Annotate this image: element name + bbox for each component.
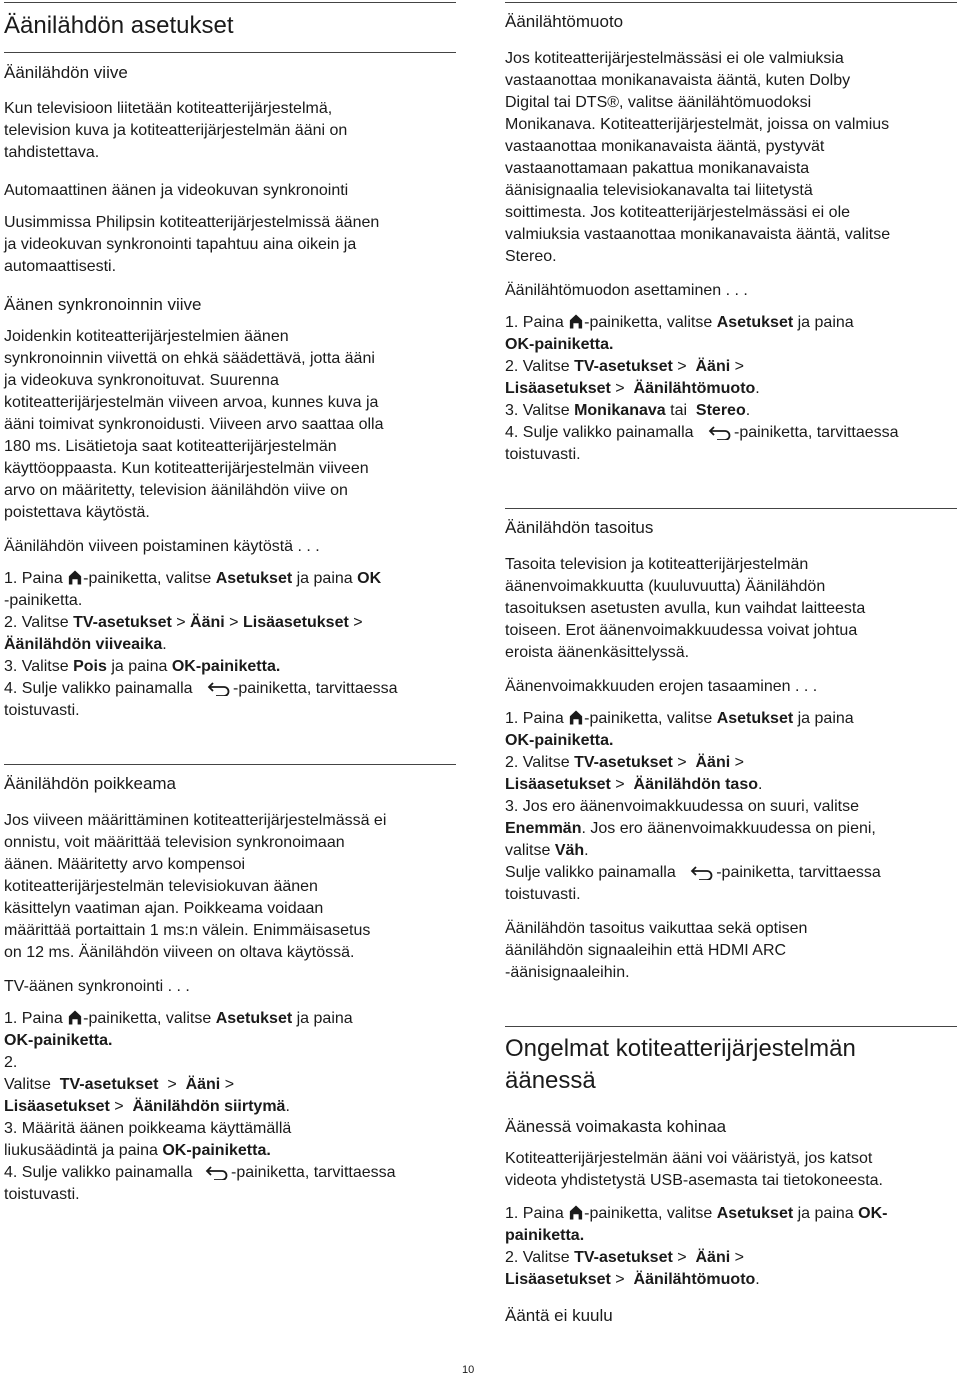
step-1: 1. Paina -painiketta, valitse Asetukset ja paina OK — [4, 570, 382, 587]
divider — [505, 1026, 957, 1027]
step-3: 3. Jos ero äänenvoimakkuudessa on suuri, valitse — [505, 798, 859, 815]
step-2: 2. Valitse TV-asetukset > Ääni > — [505, 1249, 744, 1266]
step-2: 2. Valitse TV-asetukset > Ääni > Lisäasetukset > — [4, 614, 363, 631]
home-icon — [68, 1009, 82, 1026]
step-1-cont: -painiketta. — [4, 592, 83, 609]
paragraph-line: poistettava käytöstä. — [4, 504, 150, 521]
divider — [4, 2, 456, 3]
step-3: 3. Valitse Pois ja paina OK-painiketta. — [4, 658, 281, 675]
procedure-heading: Automaattinen äänen ja videokuvan synkronointi — [4, 182, 349, 199]
step-2-cont: Lisäasetukset > Äänilähtömuoto. — [505, 1271, 760, 1288]
paragraph-line: äänilähdön signaaleihin että HDMI ARC — [505, 942, 787, 959]
paragraph-line: Uusimmissa Philipsin kotiteatterijärjestelmissä äänen — [4, 214, 380, 231]
paragraph-line: Stereo. — [505, 248, 557, 265]
step-4-cont: toistuvasti. — [505, 886, 581, 903]
step-1-cont: painiketta. — [505, 1227, 585, 1244]
paragraph-line: määrittää portaittain 1 ms:n välein. Enimmäisasetus — [4, 922, 371, 939]
step-3-cont: valitse Väh. — [505, 842, 589, 859]
step-2-cont: Lisäasetukset > Äänilähdön taso. — [505, 776, 763, 793]
paragraph-line: tahdistettava. — [4, 144, 100, 161]
divider — [505, 508, 957, 509]
back-icon — [205, 1164, 229, 1180]
paragraph-line: tasoituksen asetusten avulla, kun vaihdat laitteesta — [505, 600, 866, 617]
page-number: 10 — [462, 1364, 475, 1376]
step-2-cont: Äänilähdön viiveaika. — [4, 636, 167, 653]
step-3: 3. Määritä äänen poikkeama käyttämällä — [4, 1120, 292, 1137]
paragraph-line: vastaanottaa monikanavaista ääntä, kuten Dolby — [505, 72, 851, 89]
paragraph-line: soittimesta. Jos kotiteatterijärjestelmässäsi ei ole — [505, 204, 851, 221]
subsection-heading: Äänilähdön tasoitus — [505, 518, 654, 537]
step-3: 3. Valitse Monikanava tai Stereo. — [505, 402, 751, 419]
paragraph-line: äänenvoimakkuutta (kuuluvuutta) Äänilähdön — [505, 578, 826, 595]
subsection-heading: Äänilähdön viive — [4, 63, 128, 82]
step-2-cont: Lisäasetukset > Äänilähtömuoto. — [505, 380, 760, 397]
back-icon — [708, 424, 732, 440]
subsection-heading: Äänilähdön poikkeama — [4, 774, 177, 793]
paragraph-line: vastaanottaa monikanavaista ääntä, pystyvät — [505, 138, 825, 155]
paragraph-line: Monikanava. Kotiteatterijärjestelmät, joissa on valmius — [505, 116, 890, 133]
divider — [4, 764, 456, 765]
paragraph-line: onnistu, voit määrittää television synkronoimaan — [4, 834, 345, 851]
paragraph-line: automaattisesti. — [4, 258, 117, 275]
paragraph-line: valmiuksia vastaanottaa monikanavaista ääntä, valitse — [505, 226, 891, 243]
paragraph-line: 180 ms. Lisätietoja saat kotiteatterijärjestelmän — [4, 438, 337, 455]
paragraph-line: Kotiteatterijärjestelmän ääni voi vääristyä, jos katsot — [505, 1150, 873, 1167]
section-title: Äänilähdön asetukset — [4, 12, 234, 39]
procedure-heading: Äänilähdön viiveen poistaminen käytöstä . . . — [4, 538, 320, 555]
home-icon — [68, 569, 82, 586]
step-1: 1. Paina -painiketta, valitse Asetukset ja paina — [505, 710, 854, 727]
step-3-cont: Enemmän. Jos ero äänenvoimakkuudessa on pieni, — [505, 820, 876, 837]
paragraph-line: äänen. Määritetty arvo kompensoi — [4, 856, 246, 873]
back-icon — [207, 680, 231, 696]
procedure-heading: TV-äänen synkronointi . . . — [4, 978, 190, 995]
step-4-cont: toistuvasti. — [4, 1186, 80, 1203]
step-4: Sulje valikko painamalla -painiketta, tarvittaessa — [505, 864, 881, 881]
paragraph-line: -äänisignaaleihin. — [505, 964, 630, 981]
step-4-cont: toistuvasti. — [4, 702, 80, 719]
step-2: 2. Valitse TV-asetukset > Ääni > — [505, 754, 744, 771]
home-icon — [569, 709, 583, 726]
paragraph-line: ja videokuva synkronoituvat. Suurenna — [4, 372, 279, 389]
paragraph-line: äänisignaalia televisiokanavalta tai liitetystä — [505, 182, 813, 199]
step-4: 4. Sulje valikko painamalla -painiketta, tarvittaessa — [4, 1164, 396, 1181]
section-title: Ongelmat kotiteatterijärjestelmän — [505, 1035, 856, 1062]
step-1: 1. Paina -painiketta, valitse Asetukset ja paina — [505, 314, 854, 331]
subsection-heading: Ääntä ei kuulu — [505, 1306, 613, 1325]
paragraph-line: käsittelyn vaatiman ajan. Poikkeama voidaan — [4, 900, 324, 917]
step-3-cont: liukusäädintä ja paina OK-painiketta. — [4, 1142, 271, 1159]
divider — [4, 52, 456, 53]
paragraph-line: Äänilähdön tasoitus vaikuttaa sekä optisen — [505, 920, 808, 937]
paragraph-line: käyttöoppaasta. Kun kotiteatterijärjestelmän viiveen — [4, 460, 369, 477]
paragraph-line: Joidenkin kotiteatterijärjestelmien äänen — [4, 328, 289, 345]
paragraph-line: arvo on määritetty, television äänilähdön viive on — [4, 482, 348, 499]
back-icon — [690, 864, 714, 880]
paragraph-line: vastaanottamaan pakattua monikanavaista — [505, 160, 810, 177]
step-2-cont: Lisäasetukset > Äänilähdön siirtymä. — [4, 1098, 290, 1115]
paragraph-line: ja videokuvan synkronointi tapahtuu aina oikein ja — [4, 236, 357, 253]
section-title: äänessä — [505, 1067, 596, 1094]
paragraph-line: videota yhdistetystä USB-asemasta tai tietokoneesta. — [505, 1172, 883, 1189]
paragraph-line: Digital tai DTS®, valitse äänilähtömuodoksi — [505, 94, 812, 111]
step-1-cont: OK-painiketta. — [505, 336, 614, 353]
step-4: 4. Sulje valikko painamalla -painiketta, tarvittaessa — [505, 424, 899, 441]
step-4: 4. Sulje valikko painamalla -painiketta, tarvittaessa — [4, 680, 398, 697]
paragraph-line: Jos kotiteatterijärjestelmässäsi ei ole valmiuksia — [505, 50, 844, 67]
step-1: 1. Paina -painiketta, valitse Asetukset ja paina OK- — [505, 1205, 888, 1222]
subsection-heading: Äänessä voimakasta kohinaa — [505, 1117, 727, 1136]
home-icon — [569, 313, 583, 330]
step-2-cont: Valitse TV-asetukset > Ääni > — [4, 1076, 235, 1093]
paragraph-line: Tasoita television ja kotiteatterijärjestelmän — [505, 556, 809, 573]
paragraph-line: Kun televisioon liitetään kotiteatterijärjestelmä, — [4, 100, 333, 117]
step-4-cont: toistuvasti. — [505, 446, 581, 463]
paragraph-line: eroista äänenkäsittelyssä. — [505, 644, 690, 661]
subsection-heading: Äänen synkronoinnin viive — [4, 295, 202, 314]
step-1-cont: OK-painiketta. — [505, 732, 614, 749]
paragraph-line: kotiteatterijärjestelmän televisiokuvan äänen — [4, 878, 318, 895]
step-2: 2. — [4, 1054, 18, 1071]
paragraph-line: kotiteatterijärjestelmän viiveen arvoa, kunnes kuva ja — [4, 394, 379, 411]
step-2: 2. Valitse TV-asetukset > Ääni > — [505, 358, 744, 375]
paragraph-line: synkronoinnin viivettä on ehkä säädettävä, jotta ääni — [4, 350, 375, 367]
procedure-heading: Äänilähtömuodon asettaminen . . . — [505, 282, 748, 299]
subsection-heading: Äänilähtömuoto — [505, 12, 624, 31]
step-1: 1. Paina -painiketta, valitse Asetukset ja paina — [4, 1010, 353, 1027]
paragraph-line: on 12 ms. Äänilähdön viiveen on oltava käytössä. — [4, 944, 355, 961]
paragraph-line: television kuva ja kotiteatterijärjestelmän ääni on — [4, 122, 348, 139]
divider — [505, 2, 957, 3]
home-icon — [569, 1204, 583, 1221]
step-1-cont: OK-painiketta. — [4, 1032, 113, 1049]
procedure-heading: Äänenvoimakkuuden erojen tasaaminen . . . — [505, 678, 818, 695]
paragraph-line: toiseen. Erot äänenvoimakkuudessa voivat johtua — [505, 622, 858, 639]
paragraph-line: Jos viiveen määrittäminen kotiteatterijärjestelmässä ei — [4, 812, 387, 829]
paragraph-line: ääni toimivat synkronoidusti. Viiveen arvo saattaa olla — [4, 416, 384, 433]
